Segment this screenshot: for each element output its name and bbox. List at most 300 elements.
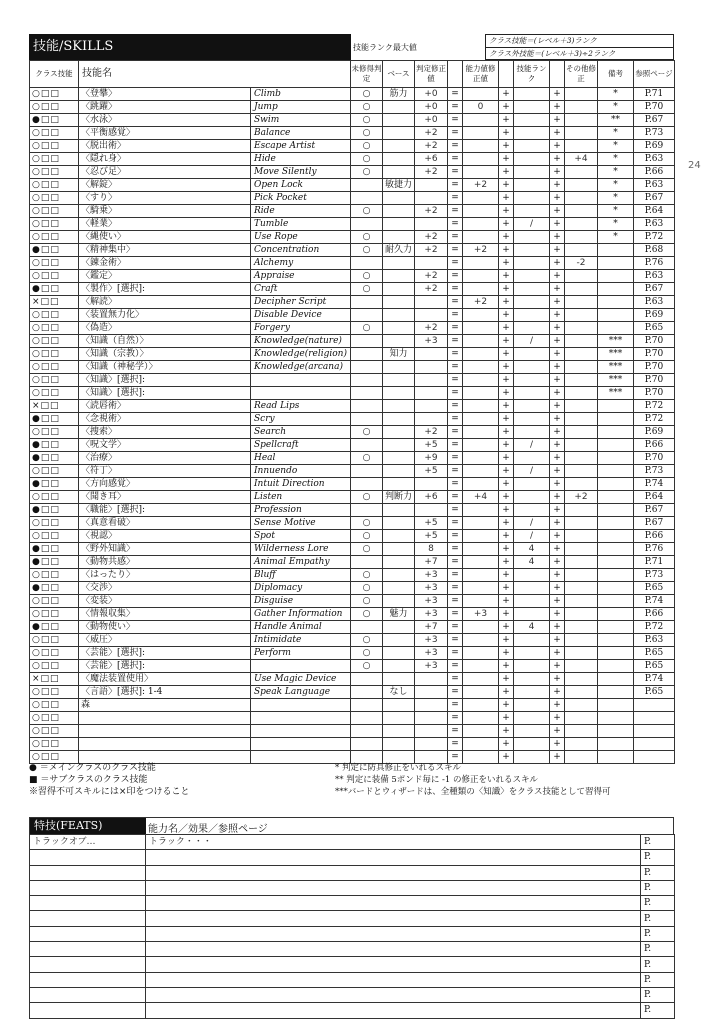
- skill-rank[interactable]: [514, 452, 550, 465]
- skill-rank[interactable]: [514, 270, 550, 283]
- ability-modifier[interactable]: [463, 309, 499, 322]
- check-modifier[interactable]: +2: [415, 166, 448, 179]
- feat-page[interactable]: P.: [641, 865, 675, 880]
- skill-name-en: Craft: [251, 283, 351, 296]
- skill-rank[interactable]: [514, 647, 550, 660]
- skill-rank[interactable]: [514, 634, 550, 647]
- check-modifier[interactable]: [415, 218, 448, 231]
- feat-effect[interactable]: [146, 957, 641, 972]
- check-modifier[interactable]: +2: [415, 426, 448, 439]
- equals-sign: =: [448, 465, 463, 478]
- other-modifier[interactable]: [565, 621, 598, 634]
- other-modifier[interactable]: [565, 439, 598, 452]
- check-modifier[interactable]: [415, 738, 448, 751]
- skill-rank[interactable]: [514, 114, 550, 127]
- skill-rank[interactable]: 4: [514, 543, 550, 556]
- feat-name[interactable]: [30, 1003, 146, 1018]
- other-modifier[interactable]: [565, 400, 598, 413]
- skill-rank[interactable]: [514, 283, 550, 296]
- class-skill-markers: ○□□: [30, 179, 79, 192]
- skill-name-jp: 〈念視術〉: [79, 413, 251, 426]
- skill-rank[interactable]: [514, 673, 550, 686]
- other-modifier[interactable]: [565, 166, 598, 179]
- other-modifier[interactable]: [565, 673, 598, 686]
- ability-modifier[interactable]: [463, 686, 499, 699]
- other-modifier[interactable]: [565, 322, 598, 335]
- feat-name[interactable]: [30, 957, 146, 972]
- skill-name-jp: 〈知識（神秘学）〉: [79, 361, 251, 374]
- untrained-mark: [351, 621, 383, 634]
- check-modifier[interactable]: +6: [415, 491, 448, 504]
- ability-modifier[interactable]: [463, 361, 499, 374]
- other-modifier[interactable]: [565, 634, 598, 647]
- ability-modifier[interactable]: [463, 543, 499, 556]
- ability-modifier[interactable]: +2: [463, 244, 499, 257]
- skill-rank[interactable]: /: [514, 335, 550, 348]
- skill-rank[interactable]: [514, 296, 550, 309]
- skill-rank[interactable]: [514, 309, 550, 322]
- other-modifier[interactable]: [565, 231, 598, 244]
- note-sub-class: ■ ＝サブクラスのクラス技能: [29, 775, 148, 785]
- check-modifier[interactable]: +3: [415, 660, 448, 673]
- untrained-mark: ○: [351, 205, 383, 218]
- check-modifier[interactable]: +3: [415, 335, 448, 348]
- other-modifier[interactable]: [565, 530, 598, 543]
- other-modifier[interactable]: [565, 101, 598, 114]
- ability-modifier[interactable]: [463, 530, 499, 543]
- feat-effect[interactable]: [146, 926, 641, 941]
- feat-name[interactable]: [30, 926, 146, 941]
- ability-modifier[interactable]: [463, 452, 499, 465]
- check-modifier[interactable]: [415, 712, 448, 725]
- skill-rank[interactable]: [514, 140, 550, 153]
- ability-modifier[interactable]: [463, 439, 499, 452]
- skill-row: [30, 153, 675, 166]
- feat-name[interactable]: [30, 972, 146, 987]
- feat-effect[interactable]: [146, 942, 641, 957]
- ability-modifier[interactable]: [463, 582, 499, 595]
- skill-rank[interactable]: [514, 426, 550, 439]
- other-modifier[interactable]: [565, 361, 598, 374]
- check-modifier[interactable]: [415, 192, 448, 205]
- skill-rank[interactable]: [514, 192, 550, 205]
- check-modifier[interactable]: +7: [415, 621, 448, 634]
- ability-modifier[interactable]: [463, 504, 499, 517]
- other-modifier[interactable]: [565, 218, 598, 231]
- ability-modifier[interactable]: [463, 270, 499, 283]
- other-modifier[interactable]: [565, 127, 598, 140]
- ability-modifier[interactable]: [463, 283, 499, 296]
- other-modifier[interactable]: [565, 686, 598, 699]
- skill-rank[interactable]: [514, 400, 550, 413]
- feat-effect[interactable]: [146, 896, 641, 911]
- skill-rank[interactable]: [514, 582, 550, 595]
- ability-modifier[interactable]: [463, 205, 499, 218]
- skill-rank[interactable]: /: [514, 218, 550, 231]
- other-modifier[interactable]: +4: [565, 153, 598, 166]
- ability-modifier[interactable]: [463, 348, 499, 361]
- skill-rank[interactable]: [514, 361, 550, 374]
- other-modifier[interactable]: [565, 88, 598, 101]
- skill-rank[interactable]: [514, 595, 550, 608]
- feat-page[interactable]: P.: [641, 880, 675, 895]
- check-modifier[interactable]: [415, 478, 448, 491]
- check-modifier[interactable]: +5: [415, 517, 448, 530]
- feat-page[interactable]: P.: [641, 835, 675, 850]
- check-modifier[interactable]: [415, 504, 448, 517]
- check-modifier[interactable]: +5: [415, 530, 448, 543]
- check-modifier[interactable]: [415, 257, 448, 270]
- feat-effect[interactable]: [146, 1003, 641, 1018]
- check-modifier[interactable]: +0: [415, 114, 448, 127]
- ability-modifier[interactable]: [463, 387, 499, 400]
- check-modifier[interactable]: +2: [415, 205, 448, 218]
- check-modifier[interactable]: +5: [415, 465, 448, 478]
- ability-modifier[interactable]: +3: [463, 608, 499, 621]
- feat-effect[interactable]: [146, 865, 641, 880]
- skill-rank[interactable]: [514, 738, 550, 751]
- ability-modifier[interactable]: +4: [463, 491, 499, 504]
- other-modifier[interactable]: [565, 192, 598, 205]
- other-modifier[interactable]: [565, 478, 598, 491]
- skill-rank[interactable]: [514, 374, 550, 387]
- skill-rank[interactable]: 4: [514, 621, 550, 634]
- skill-rank[interactable]: [514, 88, 550, 101]
- other-modifier[interactable]: [565, 504, 598, 517]
- ability-modifier[interactable]: [463, 140, 499, 153]
- skill-rank[interactable]: [514, 608, 550, 621]
- ability-modifier[interactable]: +2: [463, 296, 499, 309]
- feat-effect[interactable]: [146, 972, 641, 987]
- plus-sign: +: [550, 465, 565, 478]
- other-modifier[interactable]: [565, 309, 598, 322]
- feat-effect[interactable]: [146, 850, 641, 865]
- skill-name-en: Swim: [251, 114, 351, 127]
- check-modifier[interactable]: +2: [415, 322, 448, 335]
- ability-modifier[interactable]: [463, 595, 499, 608]
- ability-modifier[interactable]: [463, 88, 499, 101]
- plus-sign: +: [499, 556, 514, 569]
- skill-rank[interactable]: [514, 660, 550, 673]
- other-modifier[interactable]: [565, 413, 598, 426]
- check-modifier[interactable]: [415, 413, 448, 426]
- remark-mark: [598, 686, 634, 699]
- check-modifier[interactable]: [415, 387, 448, 400]
- feat-page[interactable]: P.: [641, 926, 675, 941]
- check-modifier[interactable]: [415, 673, 448, 686]
- reference-page: P.65: [634, 686, 675, 699]
- skill-rank[interactable]: [514, 231, 550, 244]
- other-modifier[interactable]: [565, 595, 598, 608]
- untrained-mark: [351, 686, 383, 699]
- skill-row: [30, 647, 675, 660]
- note-bard: ***バードとウィザードは、全種類の〈知識〉をクラス技能として習得可: [335, 787, 611, 797]
- check-modifier[interactable]: [415, 296, 448, 309]
- ability-modifier[interactable]: [463, 569, 499, 582]
- check-modifier[interactable]: +2: [415, 270, 448, 283]
- check-modifier[interactable]: [415, 309, 448, 322]
- ability-modifier[interactable]: [463, 556, 499, 569]
- other-modifier[interactable]: [565, 660, 598, 673]
- check-modifier[interactable]: +3: [415, 595, 448, 608]
- skill-rank[interactable]: [514, 244, 550, 257]
- ability-modifier[interactable]: [463, 725, 499, 738]
- check-modifier[interactable]: +0: [415, 88, 448, 101]
- reference-page: P.63: [634, 634, 675, 647]
- ability-modifier[interactable]: [463, 673, 499, 686]
- feat-page[interactable]: P.: [641, 957, 675, 972]
- skill-rank[interactable]: [514, 725, 550, 738]
- skill-rank[interactable]: /: [514, 465, 550, 478]
- skill-rank[interactable]: [514, 257, 550, 270]
- equals-sign: =: [448, 699, 463, 712]
- ability-modifier[interactable]: [463, 699, 499, 712]
- class-skill-markers: ○□□: [30, 348, 79, 361]
- plus-sign: +: [499, 127, 514, 140]
- ability-modifier[interactable]: [463, 660, 499, 673]
- plus-sign: +: [550, 738, 565, 751]
- check-modifier[interactable]: +2: [415, 127, 448, 140]
- feat-page[interactable]: P.: [641, 1003, 675, 1018]
- plus-sign: +: [550, 335, 565, 348]
- other-modifier[interactable]: [565, 712, 598, 725]
- ability-modifier[interactable]: +2: [463, 179, 499, 192]
- class-skill-markers: ○□□: [30, 270, 79, 283]
- skill-rank[interactable]: [514, 504, 550, 517]
- skills-title: 技能/SKILLS: [29, 34, 351, 60]
- feat-name[interactable]: [30, 942, 146, 957]
- equals-sign: =: [448, 179, 463, 192]
- ability-modifier[interactable]: [463, 647, 499, 660]
- other-modifier[interactable]: [565, 699, 598, 712]
- feat-effect[interactable]: [146, 880, 641, 895]
- class-skill-markers: ○□□: [30, 595, 79, 608]
- other-modifier[interactable]: [565, 335, 598, 348]
- check-modifier[interactable]: +6: [415, 153, 448, 166]
- equals-sign: =: [448, 634, 463, 647]
- skill-name-en: Intimidate: [251, 634, 351, 647]
- ability-modifier[interactable]: [463, 322, 499, 335]
- feat-name[interactable]: [30, 911, 146, 926]
- feat-row: [30, 865, 675, 880]
- equals-sign: =: [448, 270, 463, 283]
- check-modifier[interactable]: [415, 400, 448, 413]
- equals-sign: =: [448, 543, 463, 556]
- feat-page[interactable]: P.: [641, 987, 675, 1002]
- skill-rank[interactable]: /: [514, 439, 550, 452]
- ability-modifier[interactable]: [463, 426, 499, 439]
- ability-modifier[interactable]: [463, 400, 499, 413]
- skill-rank[interactable]: [514, 686, 550, 699]
- other-modifier[interactable]: [565, 556, 598, 569]
- feat-name[interactable]: [30, 880, 146, 895]
- other-modifier[interactable]: [565, 296, 598, 309]
- skill-name-jp: 〈治療〉: [79, 452, 251, 465]
- feat-row: [30, 987, 675, 1002]
- skill-rank[interactable]: [514, 166, 550, 179]
- ability-modifier[interactable]: [463, 413, 499, 426]
- other-modifier[interactable]: [565, 569, 598, 582]
- ability-modifier[interactable]: 0: [463, 101, 499, 114]
- ability-modifier[interactable]: [463, 166, 499, 179]
- other-modifier[interactable]: [565, 179, 598, 192]
- plus-sign: +: [550, 478, 565, 491]
- skill-rank[interactable]: /: [514, 530, 550, 543]
- skill-rank[interactable]: [514, 348, 550, 361]
- other-modifier[interactable]: [565, 738, 598, 751]
- ability-modifier[interactable]: [463, 153, 499, 166]
- check-modifier[interactable]: [415, 725, 448, 738]
- skill-rank[interactable]: [514, 127, 550, 140]
- skill-row: [30, 491, 675, 504]
- other-modifier[interactable]: [565, 244, 598, 257]
- ability-modifier[interactable]: [463, 231, 499, 244]
- notes-left: [29, 762, 329, 798]
- other-modifier[interactable]: [565, 374, 598, 387]
- other-modifier[interactable]: [565, 725, 598, 738]
- ability-modifier[interactable]: [463, 192, 499, 205]
- untrained-mark: [351, 465, 383, 478]
- feat-page[interactable]: P.: [641, 942, 675, 957]
- skill-rank[interactable]: [514, 712, 550, 725]
- plus-sign: +: [550, 192, 565, 205]
- reference-page: P.70: [634, 101, 675, 114]
- skill-rank[interactable]: [514, 699, 550, 712]
- other-modifier[interactable]: -2: [565, 257, 598, 270]
- feat-effect[interactable]: [146, 987, 641, 1002]
- skill-rank[interactable]: 4: [514, 556, 550, 569]
- class-skill-markers: ○□□: [30, 166, 79, 179]
- check-modifier[interactable]: +3: [415, 647, 448, 660]
- feat-name[interactable]: [30, 850, 146, 865]
- ability-modifier[interactable]: [463, 127, 499, 140]
- ability-modifier[interactable]: [463, 374, 499, 387]
- reference-page: P.66: [634, 608, 675, 621]
- other-modifier[interactable]: [565, 517, 598, 530]
- base-ability: [383, 374, 415, 387]
- skill-rank[interactable]: [514, 413, 550, 426]
- skill-rank[interactable]: [514, 569, 550, 582]
- ability-modifier[interactable]: [463, 465, 499, 478]
- feat-page[interactable]: P.: [641, 972, 675, 987]
- other-modifier[interactable]: [565, 114, 598, 127]
- skill-rank[interactable]: [514, 179, 550, 192]
- feat-page[interactable]: P.: [641, 896, 675, 911]
- other-modifier[interactable]: [565, 582, 598, 595]
- feat-name[interactable]: [30, 987, 146, 1002]
- other-modifier[interactable]: +2: [565, 491, 598, 504]
- equals-sign: =: [448, 348, 463, 361]
- untrained-mark: ○: [351, 569, 383, 582]
- base-ability: [383, 309, 415, 322]
- other-modifier[interactable]: [565, 608, 598, 621]
- other-modifier[interactable]: [565, 426, 598, 439]
- check-modifier[interactable]: +2: [415, 231, 448, 244]
- feat-name[interactable]: [30, 865, 146, 880]
- plus-sign: +: [550, 140, 565, 153]
- other-modifier[interactable]: [565, 387, 598, 400]
- ability-modifier[interactable]: [463, 478, 499, 491]
- skill-rank[interactable]: [514, 322, 550, 335]
- skill-rank[interactable]: [514, 387, 550, 400]
- skill-row: [30, 374, 675, 387]
- plus-sign: +: [499, 218, 514, 231]
- skill-rank[interactable]: [514, 478, 550, 491]
- ability-modifier[interactable]: [463, 738, 499, 751]
- feat-effect[interactable]: [146, 911, 641, 926]
- check-modifier[interactable]: [415, 699, 448, 712]
- check-modifier[interactable]: +9: [415, 452, 448, 465]
- check-modifier[interactable]: +2: [415, 244, 448, 257]
- check-modifier[interactable]: [415, 374, 448, 387]
- feat-effect[interactable]: トラック・・・: [146, 835, 641, 850]
- check-modifier[interactable]: +2: [415, 140, 448, 153]
- check-modifier[interactable]: [415, 361, 448, 374]
- check-modifier[interactable]: 8: [415, 543, 448, 556]
- other-modifier[interactable]: [565, 283, 598, 296]
- skill-rank[interactable]: /: [514, 517, 550, 530]
- ability-modifier[interactable]: [463, 335, 499, 348]
- feat-page[interactable]: P.: [641, 911, 675, 926]
- plus-sign: +: [550, 712, 565, 725]
- skill-name-jp: 〈変装〉: [79, 595, 251, 608]
- ability-modifier[interactable]: [463, 517, 499, 530]
- feat-name[interactable]: トラックオブ…: [30, 835, 146, 850]
- check-modifier[interactable]: +3: [415, 608, 448, 621]
- check-modifier[interactable]: +3: [415, 634, 448, 647]
- other-modifier[interactable]: [565, 205, 598, 218]
- ability-modifier[interactable]: [463, 218, 499, 231]
- ability-modifier[interactable]: [463, 634, 499, 647]
- check-modifier[interactable]: [415, 179, 448, 192]
- check-modifier[interactable]: +3: [415, 582, 448, 595]
- other-modifier[interactable]: [565, 270, 598, 283]
- feat-page[interactable]: P.: [641, 850, 675, 865]
- other-modifier[interactable]: [565, 140, 598, 153]
- skill-rank[interactable]: [514, 153, 550, 166]
- skill-rank[interactable]: [514, 101, 550, 114]
- other-modifier[interactable]: [565, 452, 598, 465]
- plus-sign: +: [550, 595, 565, 608]
- ability-modifier[interactable]: [463, 712, 499, 725]
- skill-row: [30, 439, 675, 452]
- other-modifier[interactable]: [565, 647, 598, 660]
- check-modifier[interactable]: +7: [415, 556, 448, 569]
- check-modifier[interactable]: [415, 686, 448, 699]
- plus-sign: +: [499, 114, 514, 127]
- remark-mark: [598, 608, 634, 621]
- feat-name[interactable]: [30, 896, 146, 911]
- check-modifier[interactable]: [415, 348, 448, 361]
- remark-mark: *: [598, 218, 634, 231]
- skill-name-jp: 〈動物使い〉: [79, 621, 251, 634]
- check-modifier[interactable]: +3: [415, 569, 448, 582]
- other-modifier[interactable]: [565, 465, 598, 478]
- untrained-mark: [351, 699, 383, 712]
- plus-sign: +: [550, 426, 565, 439]
- other-modifier[interactable]: [565, 348, 598, 361]
- check-modifier[interactable]: +0: [415, 101, 448, 114]
- skill-rank[interactable]: [514, 491, 550, 504]
- check-modifier[interactable]: +5: [415, 439, 448, 452]
- other-modifier[interactable]: [565, 543, 598, 556]
- ability-modifier[interactable]: [463, 114, 499, 127]
- ability-modifier[interactable]: [463, 621, 499, 634]
- skill-rank[interactable]: [514, 205, 550, 218]
- ability-modifier[interactable]: [463, 257, 499, 270]
- plus-sign: +: [499, 491, 514, 504]
- check-modifier[interactable]: +2: [415, 283, 448, 296]
